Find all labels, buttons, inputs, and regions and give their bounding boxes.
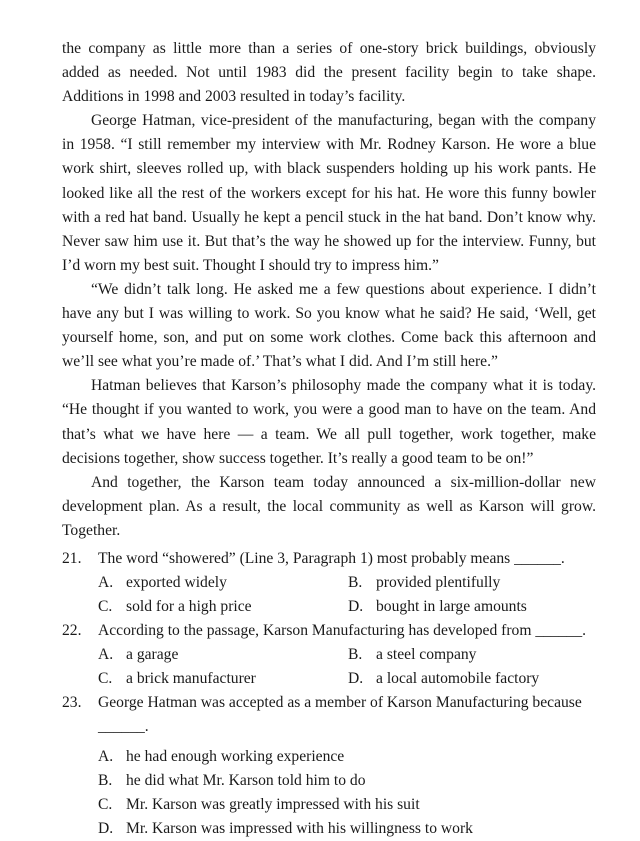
option-letter: D. (348, 670, 364, 687)
option-b[interactable] (348, 571, 638, 595)
option-text: provided plentifully (376, 574, 501, 591)
question-number: 23. (62, 694, 82, 711)
passage-paragraph: And together, the Karson team today announced a six-million-dollar new development plan. As a result, the local community as well as Karson will grow. Together. (62, 473, 596, 539)
option-letter: C. (98, 670, 113, 687)
option-letter: C. (98, 598, 113, 615)
option-letter: B. (348, 646, 363, 663)
question-text: The word “showered” (Line 3, Paragraph 1) most probably means ______. (98, 550, 565, 567)
option-letter: B. (348, 574, 363, 591)
question-text: According to the passage, Karson Manufacturing has developed from ______. (98, 622, 587, 639)
question-23 (62, 691, 602, 841)
question-stem (62, 691, 602, 715)
option-text: a brick manufacturer (126, 670, 256, 687)
option-letter: A. (98, 646, 114, 663)
option-a[interactable] (98, 571, 348, 595)
question-stem (62, 619, 602, 643)
option-letter: B. (98, 772, 113, 789)
option-d[interactable] (98, 817, 602, 841)
option-text: exported widely (126, 574, 227, 591)
option-d[interactable] (348, 595, 638, 619)
passage-paragraph: Hatman believes that Karson’s philosophy made the company what it is today. “He thought if you wanted to work, you were a good man to have on the team. And that’s what we have here — a team. We all pull together, work together, make decisions together, show success together. It’s really a good team to be on!” (62, 377, 596, 467)
passage-paragraph: the company as little more than a series of one-story brick buildings, obviously added as needed. Not until 1983 did the present facility begin to take shape. Additions in 1998 and 2003 resulted in today’s facility. (62, 40, 596, 106)
question-21 (62, 547, 602, 619)
question-text: George Hatman was accepted as a member of Karson Manufacturing because (98, 694, 582, 711)
option-grid (62, 571, 602, 619)
option-text: sold for a high price (126, 598, 252, 615)
option-letter: D. (98, 820, 114, 837)
answer-blank: ______. (98, 718, 149, 735)
question-number: 21. (62, 550, 82, 567)
option-text: a steel company (376, 646, 477, 663)
question-list (62, 547, 602, 841)
option-text: a local automobile factory (376, 670, 540, 687)
question-number: 22. (62, 622, 82, 639)
option-d[interactable] (348, 667, 638, 691)
option-a[interactable] (98, 745, 602, 769)
option-b[interactable] (98, 769, 602, 793)
option-c[interactable] (98, 793, 602, 817)
option-letter: A. (98, 748, 114, 765)
option-text: Mr. Karson was greatly impressed with his suit (126, 796, 420, 813)
option-text: bought in large amounts (376, 598, 527, 615)
option-text: he had enough working experience (126, 748, 345, 765)
question-22 (62, 619, 602, 691)
reading-passage (62, 37, 596, 543)
option-text: he did what Mr. Karson told him to do (126, 772, 366, 789)
option-b[interactable] (348, 643, 638, 667)
option-text: Mr. Karson was impressed with his willingness to work (126, 820, 473, 837)
option-c[interactable] (98, 667, 348, 691)
option-c[interactable] (98, 595, 348, 619)
option-letter: A. (98, 574, 114, 591)
option-letter: C. (98, 796, 113, 813)
option-list (62, 745, 602, 841)
passage-paragraph: George Hatman, vice-president of the manufacturing, began with the company in 1958. “I still remember my interview with Mr. Rodney Karson. He wore a blue work shirt, sleeves rolled up, with black suspenders holding up his work pants. He looked like all the rest of the workers except for his hat. He wore this funny bowler with a red hat band. Usually he kept a pencil stuck in the hat band. Don’t know why. Never saw him use it. But that’s the way he showed up for the interview. Funny, but I’d worn my best suit. Thought I should try to impress him.” (62, 112, 596, 274)
option-a[interactable] (98, 643, 348, 667)
option-text: a garage (126, 646, 179, 663)
option-letter: D. (348, 598, 364, 615)
passage-paragraph: “We didn’t talk long. He asked me a few questions about experience. I didn’t have any but I was willing to work. So you know what he said? He said, ‘Well, get yourself home, son, and put on some work clothes. Come back this afternoon and we’ll see what you’re made of.’ That’s what I did. And I’m still here.” (62, 280, 596, 371)
question-stem (62, 547, 602, 571)
option-grid (62, 643, 602, 691)
